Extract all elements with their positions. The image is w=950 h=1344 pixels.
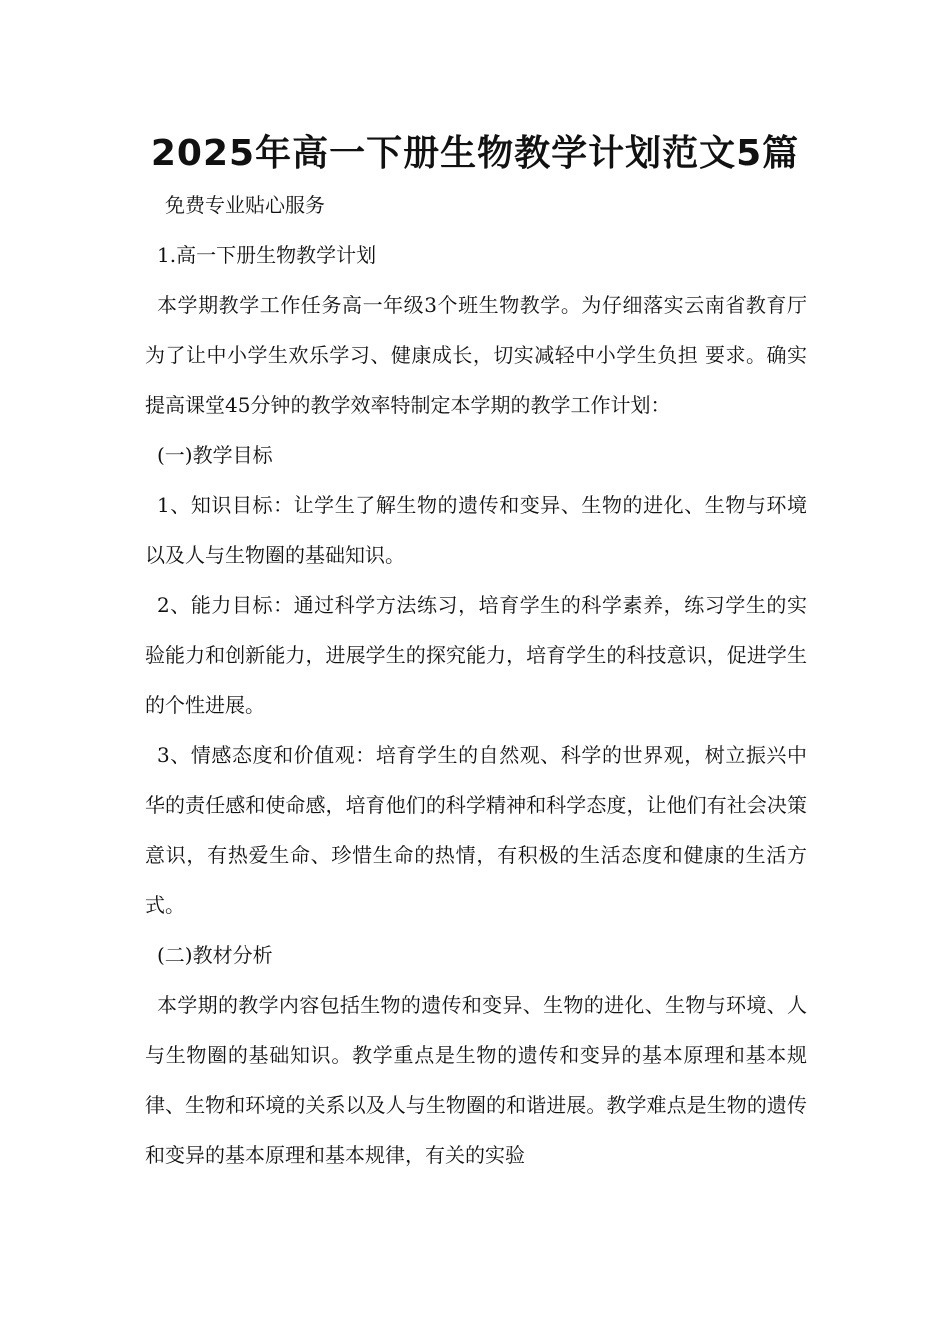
paragraph-textbook-analysis: 本学期的教学内容包括生物的遗传和变异、生物的进化、生物与环境、人与生物圈的基础知识。教学重点是生物的遗传和变异的基本原理和基本规律、生物和环境的关系以及人与生物圈的和谐进展。教学难点是生物的遗传和变异的基本原理和基本规律，有关的实验 bbox=[145, 993, 807, 1167]
document-title: 2025年高一下册生物教学计划范文5篇 bbox=[150, 133, 800, 174]
paragraph-emotion-goal: 3、情感态度和价值观：培育学生的自然观、科学的世界观，树立振兴中华的责任感和使命感，培育他们的科学精神和科学态度，让他们有社会决策意识，有热爱生命、珍惜生命的热情，有积极的生活态度和健康的生活方式。 bbox=[145, 743, 807, 917]
subheading-textbook-analysis: (二)教材分析 bbox=[157, 943, 273, 967]
document-body bbox=[145, 180, 807, 1180]
section-heading-1: 1.高一下册生物教学计划 bbox=[157, 243, 377, 267]
service-tagline: 免费专业贴心服务 bbox=[165, 193, 325, 217]
subheading-teaching-goals: (一)教学目标 bbox=[157, 443, 273, 467]
paragraph-intro: 本学期教学工作任务高一年级3个班生物教学。为仔细落实云南省教育厅 为了让中小学生欢乐学习、健康成长，切实减轻中小学生负担 要求。确实提高课堂45分钟的教学效率特制定本学期的教学工作计划： bbox=[145, 293, 807, 417]
paragraph-knowledge-goal: 1、知识目标：让学生了解生物的遗传和变异、生物的进化、生物与环境以及人与生物圈的基础知识。 bbox=[145, 493, 807, 567]
paragraph-ability-goal: 2、能力目标：通过科学方法练习，培育学生的科学素养，练习学生的实验能力和创新能力，进展学生的探究能力，培育学生的科技意识，促进学生的个性进展。 bbox=[145, 593, 807, 717]
